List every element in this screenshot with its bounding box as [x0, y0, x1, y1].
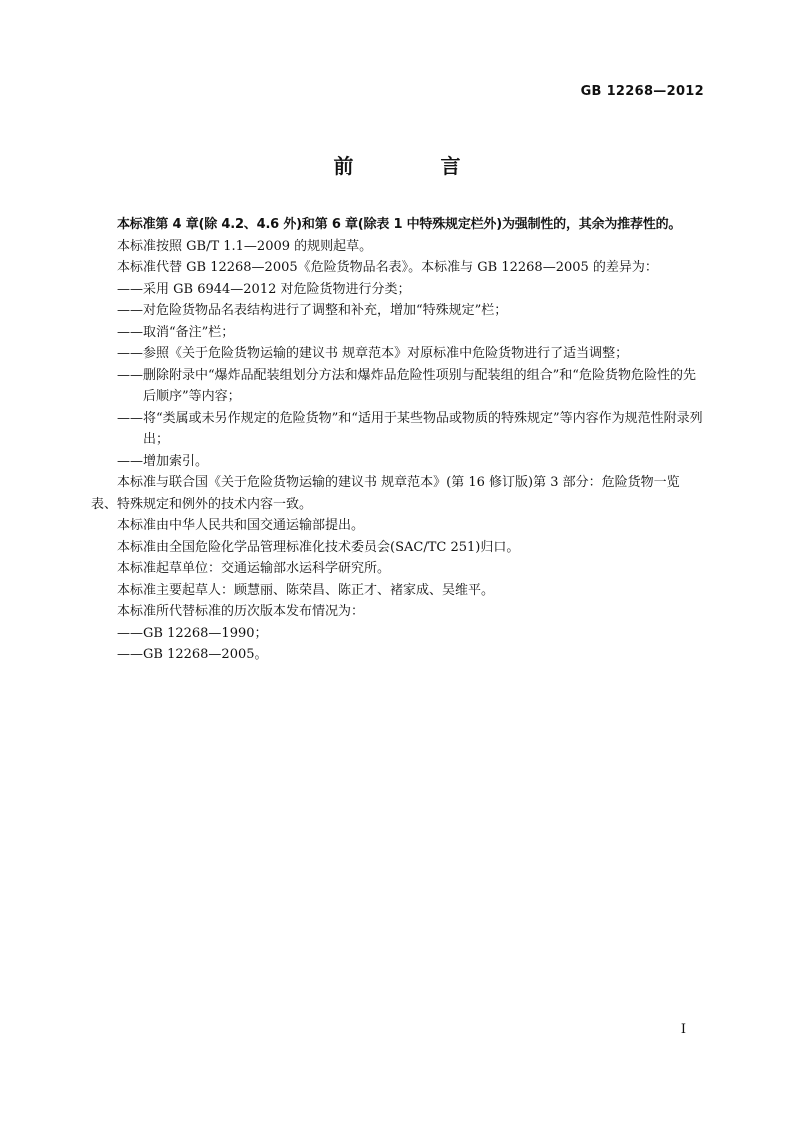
- consistency-paragraph: 本标准与联合国《关于危险货物运输的建议书 规章范本》(第 16 修订版)第 3 部分：危险货物一览表、特殊规定和例外的技术内容一致。: [91, 475, 680, 512]
- drafters-paragraph: 本标准主要起草人：顾慧丽、陈荣昌、陈正才、褚家成、吴维平。: [117, 582, 495, 598]
- difference-item: ——增加索引。: [117, 453, 209, 469]
- replacement-paragraph: 本标准代替 GB 12268—2005《危险货物品名表》。本标准与 GB 12268—2005 的差异为：: [117, 260, 658, 275]
- difference-item: ——删除附录中“爆炸品配装组划分方法和爆炸品危险性项别与配装组的组合”和“危险货物危险性的先后顺序”等内容；: [117, 367, 696, 404]
- difference-item: ——将“类属或未另作规定的危险货物”和“适用于某些物品或物质的特殊规定”等内容作为规范性附录列出；: [117, 410, 703, 447]
- history-item: ——GB 12268—2005。: [117, 647, 268, 662]
- history-item: ——GB 12268—1990；: [117, 625, 268, 641]
- proposer-paragraph: 本标准由中华人民共和国交通运输部提出。: [117, 518, 365, 533]
- standard-number: GB 12268—2012: [580, 84, 704, 99]
- difference-item: ——对危险货物品名表结构进行了调整和补充，增加“特殊规定”栏；: [117, 303, 508, 318]
- page-title: 前 言: [333, 154, 501, 178]
- difference-item: ——取消“备注”栏；: [117, 324, 235, 340]
- committee-paragraph: 本标准由全国危险化学品管理标准化技术委员会(SAC/TC 251)归口。: [117, 539, 520, 555]
- history-paragraph: 本标准所代替标准的历次版本发布情况为：: [117, 604, 365, 619]
- difference-item: ——采用 GB 6944—2012 对危险货物进行分类；: [117, 281, 411, 297]
- page-number: I: [680, 1022, 686, 1037]
- difference-item: ——参照《关于危险货物运输的建议书 规章范本》对原标准中危险货物进行了适当调整；: [117, 346, 629, 361]
- drafting-unit-paragraph: 本标准起草单位：交通运输部水运科学研究所。: [117, 561, 391, 576]
- preface-body: [91, 214, 705, 666]
- drafting-rule-paragraph: 本标准按照 GB/T 1.1—2009 的规则起草。: [117, 238, 373, 254]
- mandatory-statement-paragraph: 本标准第 4 章(除 4.2、4.6 外)和第 6 章(除表 1 中特殊规定栏外)为强制性的，其余为推荐性的。: [117, 217, 682, 232]
